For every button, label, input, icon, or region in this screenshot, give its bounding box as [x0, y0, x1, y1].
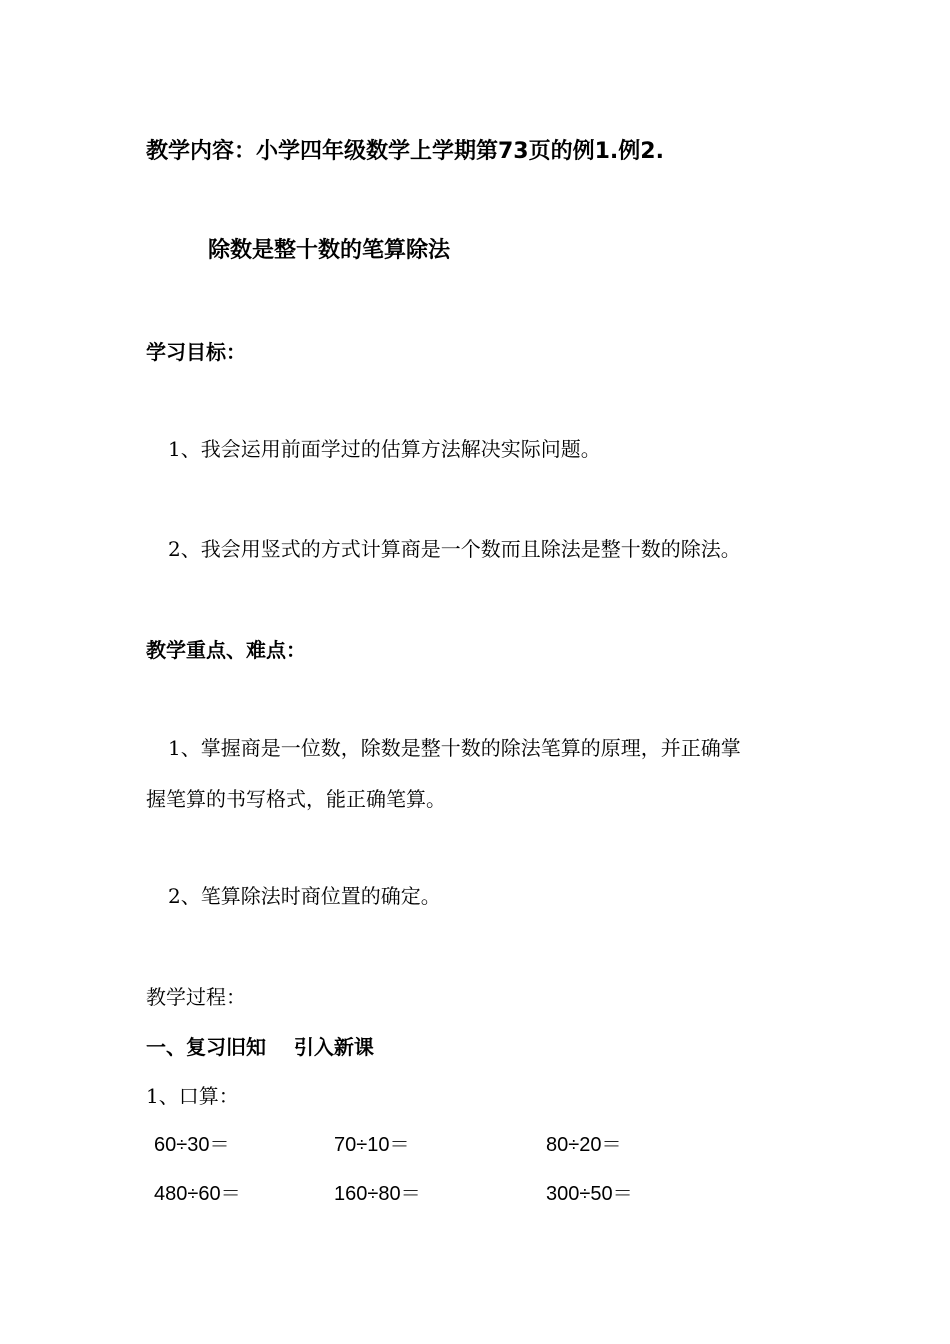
process-heading: 教学过程： [146, 985, 246, 1009]
oral-calc-item: 60÷30＝ [154, 1134, 230, 1156]
keypoint-item: 2、笔算除法时商位置的确定。 [168, 884, 441, 908]
goals-heading: 学习目标： [146, 340, 246, 364]
oral-calc-item: 300÷50＝ [546, 1183, 633, 1205]
lesson-title: 除数是整十数的笔算除法 [208, 238, 451, 263]
content-line: 教学内容：小学四年级数学上学期第73页的例1.例2. [146, 139, 664, 164]
oral-calc-item: 80÷20＝ [546, 1134, 622, 1156]
oral-calc-item: 480÷60＝ [154, 1183, 241, 1205]
oral-calc-heading: 1、口算： [146, 1084, 239, 1108]
goal-item: 2、我会用竖式的方式计算商是一个数而且除法是整十数的除法。 [168, 537, 741, 561]
keypoint-item-continued: 握笔算的书写格式，能正确笔算。 [146, 787, 446, 811]
oral-calc-item: 160÷80＝ [334, 1183, 421, 1205]
keypoints-heading: 教学重点、难点： [146, 638, 306, 662]
goal-item: 1、我会运用前面学过的估算方法解决实际问题。 [168, 437, 601, 461]
section-heading: 一、复习旧知 引入新课 [146, 1035, 374, 1059]
keypoint-item: 1、掌握商是一位数，除数是整十数的除法笔算的原理，并正确掌 [168, 736, 741, 760]
oral-calc-item: 70÷10＝ [334, 1134, 410, 1156]
